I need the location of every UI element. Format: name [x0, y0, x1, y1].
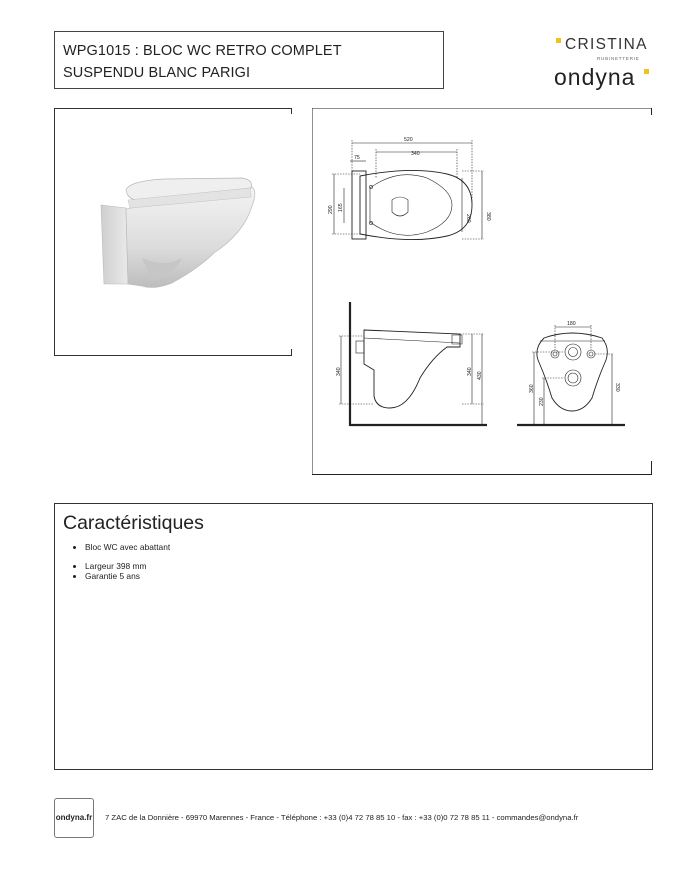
dim-290: 290 [328, 205, 334, 214]
brand-accent-square [556, 38, 561, 43]
product-photo [54, 108, 292, 356]
brand-cristina: CRISTINA [565, 36, 648, 53]
dim-360: 360 [529, 384, 535, 393]
brand-logo [548, 34, 658, 94]
features-list [63, 542, 652, 582]
dim-330: 330 [614, 383, 620, 392]
dim-75: 75 [354, 155, 360, 161]
dim-340-side: 340 [336, 367, 342, 376]
dim-165: 165 [338, 203, 344, 212]
technical-drawing-svg [312, 108, 652, 475]
brand-rubinetterie: RUBINETTERIE [597, 56, 640, 61]
dim-380: 380 [485, 212, 491, 221]
features-box [54, 503, 653, 770]
feature-item: • Bloc WC avec abattant [85, 542, 652, 553]
features-heading: Caractéristiques [63, 512, 204, 534]
brand-accent-square-2 [644, 69, 649, 74]
dim-260: 260 [465, 214, 471, 223]
footer-logo: ondyna.fr [54, 798, 94, 838]
feature-item: • Largeur 398 mm [85, 561, 652, 572]
feature-item: • Garantie 5 ans [85, 571, 652, 582]
footer [54, 798, 654, 838]
dim-520: 520 [404, 137, 413, 143]
dim-230: 230 [539, 397, 545, 406]
wc-photo-illustration [54, 108, 292, 356]
product-title-line-1: WPG1015 : BLOC WC RETRO COMPLET [63, 43, 342, 59]
side-view [339, 302, 487, 426]
technical-drawing [312, 108, 652, 475]
footer-address: 7 ZAC de la Donnière - 69970 Marennes - France - Téléphone : +33 (0)4 72 78 85 10 - fax : +33 (0)0 72 78 85 11 - commandes@ondyna.fr [105, 813, 579, 822]
dim-180: 180 [567, 321, 576, 327]
product-title-line-2: SUSPENDU BLANC PARIGI [63, 65, 251, 81]
brand-ondyna: ondyna [554, 64, 636, 90]
dim-340-side-b: 340 [467, 367, 473, 376]
dim-340-top: 340 [411, 151, 420, 157]
product-title-box [54, 31, 444, 89]
dim-430: 430 [477, 371, 483, 380]
back-view [517, 325, 625, 425]
